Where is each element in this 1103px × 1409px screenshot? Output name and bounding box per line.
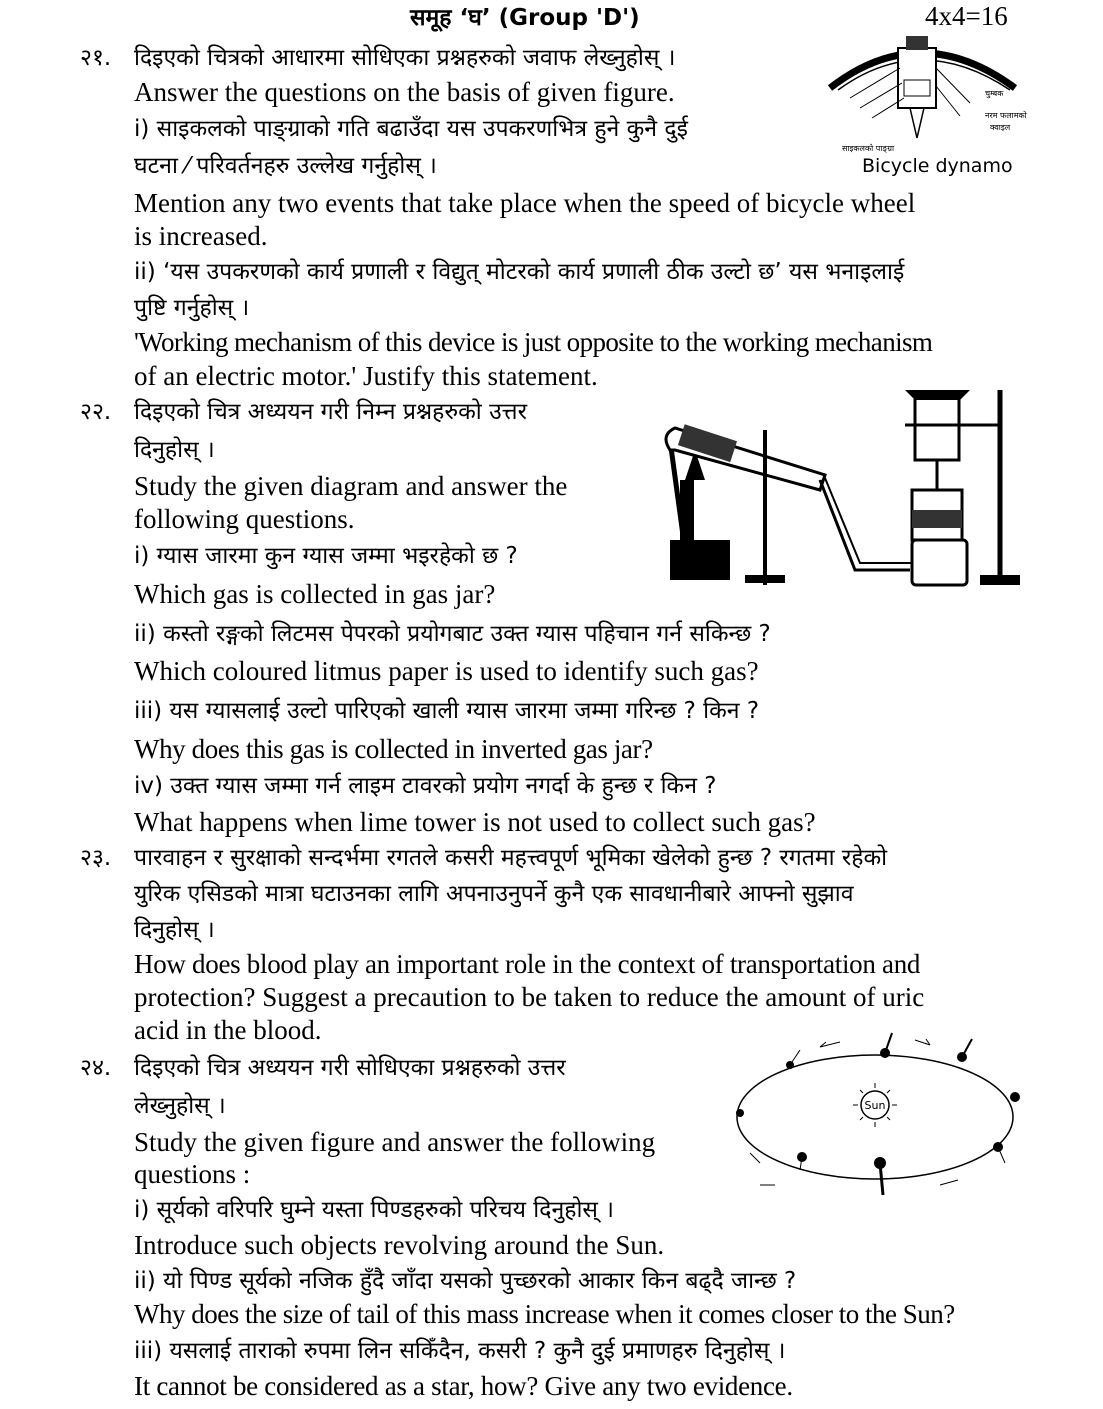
- q22-line-1: दिइएको चित्र अध्ययन गरी निम्न प्रश्नहरुको उत्तर: [134, 399, 527, 425]
- q24-line-1: दिइएको चित्र अध्ययन गरी सोधिएका प्रश्नहरुको उत्तर: [134, 1055, 566, 1081]
- q22-line-8: Which coloured litmus paper is used to identify such gas?: [134, 656, 759, 686]
- label-coil-1: नरम फलामको: [985, 111, 1027, 120]
- label-wheel: साइकलको पाङ्ग्रा: [842, 144, 895, 153]
- q21-line-7: ii) ‘यस उपकरणको कार्य प्रणाली र विद्युत् मोटरको कार्य प्रणाली ठीक उल्टो छ’ यस भनाइलाई: [134, 259, 905, 285]
- q21-line-10: of an electric motor.' Justify this statement.: [134, 361, 598, 391]
- marks-allocation: 4x4=16: [925, 1, 1008, 31]
- comet-orbit-figure: [730, 1025, 1030, 1205]
- q22-line-4: following questions.: [134, 504, 355, 534]
- q24-line-7: ii) यो पिण्ड सूर्यको नजिक हुँदै जाँदा यसको पुच्छरको आकार किन बढ्दै जान्छ ?: [134, 1268, 797, 1294]
- q22-line-6: Which gas is collected in gas jar?: [134, 579, 496, 609]
- q22-line-5: i) ग्यास जारमा कुन ग्यास जम्मा भइरहेको छ ?: [134, 543, 518, 569]
- q22-line-10: Why does this gas is collected in inverted gas jar?: [134, 734, 653, 764]
- group-title-text: समूह ‘घ’ (Group 'D'): [410, 5, 640, 31]
- label-coil-2: क्वाइल: [990, 123, 1011, 132]
- q21-line-5: Mention any two events that take place when the speed of bicycle wheel: [134, 188, 916, 218]
- q24-line-2: लेख्नुहोस् ।: [134, 1093, 226, 1119]
- gas-apparatus-figure: [650, 380, 1030, 595]
- q23-line-5: protection? Suggest a precaution to be taken to reduce the amount of uric: [134, 982, 925, 1012]
- q22-line-11: iv) उक्त ग्यास जम्मा गर्न लाइम टावरको प्रयोग नगर्दा के हुन्छ र किन ?: [134, 773, 717, 799]
- q21-line-8: पुष्टि गर्नुहोस् ।: [134, 295, 250, 321]
- question-number-23: २३.: [80, 845, 112, 871]
- dynamo-cap: [906, 36, 928, 50]
- dynamo-caption: Bicycle dynamo: [862, 155, 1013, 177]
- q22-line-9: iii) यस ग्यासलाई उल्टो पारिएको खाली ग्यास जारमा जम्मा गरिन्छ ? किन ?: [134, 698, 760, 724]
- q21-line-3: i) साइकलको पाङ्ग्राको गति बढाउँदा यस उपकरणभित्र हुने कुनै दुई: [134, 116, 688, 142]
- sun-label: Sun: [864, 1099, 886, 1112]
- label-magnet: चुम्बक: [985, 89, 1004, 98]
- q22-line-2: दिनुहोस् ।: [134, 437, 215, 463]
- q24-line-6: Introduce such objects revolving around the Sun.: [134, 1230, 665, 1260]
- q22-line-7: ii) कस्तो रङ्गको लिटमस पेपरको प्रयोगबाट उक्त ग्यास पहिचान गर्न सकिन्छ ?: [134, 621, 771, 647]
- gas-jar: [912, 540, 967, 585]
- q24-line-5: i) सूर्यको वरिपरि घुम्ने यस्ता पिण्डहरुको परिचय दिनुहोस् ।: [134, 1197, 614, 1223]
- sun-icon: [853, 1083, 897, 1127]
- dynamo-body: [898, 48, 936, 108]
- question-number-21: २१.: [80, 45, 112, 71]
- q23-line-6: acid in the blood.: [134, 1015, 322, 1045]
- q23-line-2: युरिक एसिडको मात्रा घटाउनका लागि अपनाउनुपर्ने कुनै एक सावधानीबारे आफ्नो सुझाव: [134, 881, 854, 907]
- q24-line-3: Study the given figure and answer the following: [134, 1127, 656, 1157]
- inverted-gas-jar: [915, 398, 959, 460]
- q21-line-2: Answer the questions on the basis of given figure.: [134, 77, 675, 107]
- burner-stand-base: [670, 540, 730, 580]
- q23-line-4: How does blood play an important role in the context of transportation and: [134, 949, 921, 979]
- q24-line-9: iii) यसलाई ताराको रुपमा लिन सकिँदैन, कसरी ? कुनै दुई प्रमाणहरु दिनुहोस् ।: [134, 1338, 786, 1364]
- group-title: [410, 0, 640, 34]
- q21-line-6: is increased.: [134, 221, 268, 251]
- q24-line-8: Why does the size of tail of this mass increase when it comes closer to the Sun?: [134, 1299, 955, 1329]
- q21-line-9: 'Working mechanism of this device is just opposite to the working mechanism: [134, 327, 933, 357]
- question-number-24: २४.: [80, 1055, 112, 1081]
- q22-line-12: What happens when lime tower is not used to collect such gas?: [134, 807, 816, 837]
- q24-line-10: It cannot be considered as a star, how? Give any two evidence.: [134, 1371, 793, 1401]
- q21-line-4: घटना ⁄ परिवर्तनहरु उल्लेख गर्नुहोस् ।: [134, 153, 437, 179]
- q21-line-1: दिइएको चित्रको आधारमा सोधिएका प्रश्नहरुको जवाफ लेख्नुहोस् ।: [134, 45, 676, 71]
- question-number-22: २२.: [80, 399, 112, 425]
- q23-line-1: पारवाहन र सुरक्षाको सन्दर्भमा रगतले कसरी महत्त्वपूर्ण भूमिका खेलेको हुन्छ ? रगतमा रहेको: [134, 845, 888, 871]
- q23-line-3: दिनुहोस् ।: [134, 917, 215, 943]
- q24-line-4: questions :: [134, 1159, 251, 1189]
- q22-line-3: Study the given diagram and answer the: [134, 471, 568, 501]
